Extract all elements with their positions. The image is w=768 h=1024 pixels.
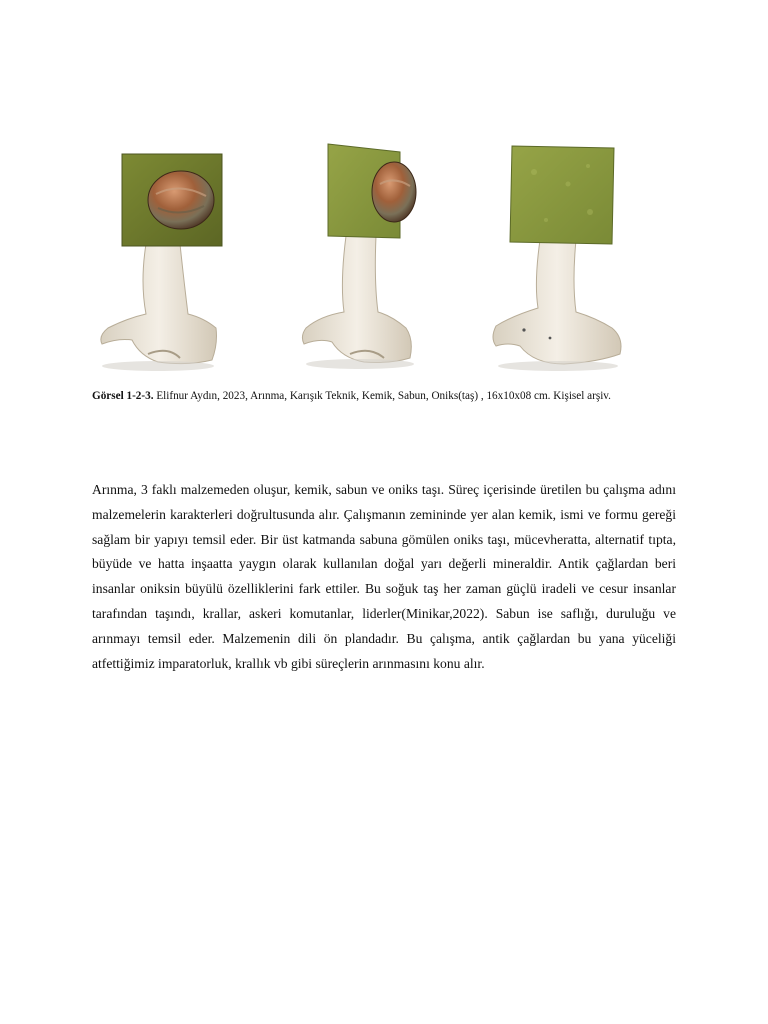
figure-caption [92,389,676,404]
caption-text: Elifnur Aydın, 2023, Arınma, Karışık Teknik, Kemik, Sabun, Oniks(taş) , 16x10x08 cm. Kişisel arşiv. [153,390,611,402]
artwork-photos [88,132,680,380]
sculpture-photo-3 [493,146,621,371]
body-paragraph: Arınma, 3 faklı malzemeden oluşur, kemik, sabun ve oniks taşı. Süreç içerisinde üretilen bu çalışma adını malzemelerin karakterleri doğrultusunda alır. Çalışmanın zemininde yer alan kemik, ismi ve formu gereği sağlam bir yapıyı temsil eder. Bir üst katmanda sabuna gömülen oniks taşı, mücevheratta, alternatif tıpta, büyüde ve hatta inşaatta yaygın olarak kullanılan doğal yarı değerli mineraldir. Antik çağlardan beri insanlar oniksin büyülü özelliklerini fark ettiler. Bu soğuk taş her zaman güçlü iradeli ve cesur insanlar tarafından taşındı, krallar, askeri komutanlar, liderler(Minikar,2022). Sabun ise saflığı, duruluğu ve arınmayı temsil eder. Malzemenin dili ön plandadır. Bu çalışma, antik çağlardan bu yana yüceliği atfettiğimiz imparatorluk, krallık vb gibi süreçlerin arınmasını konu alır. [92,482,676,671]
caption-label: Görsel 1-2-3. [92,390,154,402]
sculpture-photo-1 [101,154,222,371]
sculpture-photo-2 [302,144,416,369]
artwork-photo-set [88,132,680,380]
